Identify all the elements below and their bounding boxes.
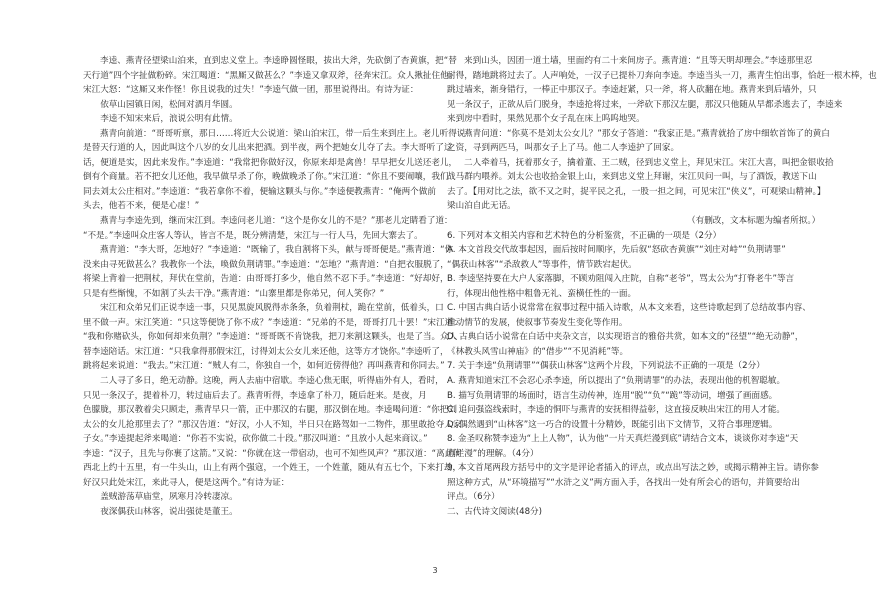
text-line: “偶获山林客”“杀敌救人”等事件，情节跌宕起伏。 xyxy=(447,259,637,270)
left-column-text xyxy=(83,54,466,520)
text-line: 二人牵着马，抚着那女子，擒着董、王二贼，径到忠义堂上，拜见宋江。宋江大喜，叫把金银收拾 xyxy=(464,157,834,168)
text-line: 9. 本文首尾两段方括号中的文字是评论者插入的评点，或点出写法之妙，或揭示精神主旨。请你参 xyxy=(447,463,819,474)
text-line: 8. 金圣叹称赞李逵为“上上人物”，认为他“一片天真烂漫到底”请结合文本，谈谈你对李逵“天 xyxy=(447,434,799,445)
text-line: 跳将起来说道：“我去。”宋江道：“贼人有二，你独自一个，如何近傍得他？再叫燕青和你同去。” xyxy=(83,361,445,372)
text-line: A. 本文首段交代故事起因，面后按时间顺序，先后叙“怒砍杏黄旗”“刘庄对峙”“负荆请罪” xyxy=(447,245,786,256)
text-line: 跳过墙来，渐身错行，一棒正中那汉子。李逵赶紧，只一斧，将人砍翻在地。燕青来到后墙外，只 xyxy=(447,85,817,96)
text-line: （有删改，文本标题为编者所拟。） xyxy=(687,216,821,227)
text-line: 7. 关于李逵“负荆请罪”“偶获山林客”这两个片段，下列说法不正确的一项是（2分） xyxy=(447,361,765,372)
text-line: 评点。（6分） xyxy=(447,492,500,503)
text-line: 李逵：“汉子，且先与你裹了这箭。”又说：“你就在这一带宿动，也可不知些风声？”那汉道：“离此间 xyxy=(83,448,462,459)
text-line: 来到山头，因团一道土墙，里面约有二十来间房子。燕青道：“且等天明却理会。”李逵那里忍 xyxy=(464,56,813,66)
text-line: 李逵不知宋来后，浪说公明有此情。 xyxy=(83,114,238,125)
text-line: 见一条汉子，正欲从后门脱身，李逵抢将过来，一斧砍下那汉左腿，那汉只他随从早都杀逃去了，李逵来 xyxy=(447,99,843,110)
text-line: 替李逵陪话。宋江道：“只我拿得那假宋江，讨得刘太公女儿来还他，这等方才饶你。”李逵听了， xyxy=(83,346,449,357)
text-line: 依草山园镇日闲，松间对酒月华圆。 xyxy=(83,99,238,110)
text-line: C. 追问强盗线索时，李逵的恫吓与燕青的安抚相得益彰，这直接反映出宋江的用人才能。 xyxy=(447,405,786,416)
text-line: 色朦胧，那汉教着尖只顾走，燕青早只一箭，正中那汉的右腿，那汉倒在地。李逵喝问道：“你把刘 xyxy=(83,405,457,416)
text-line: 李逵、燕青径望梁山泊来，直到忠义堂上。李逵睁圆怪眼，拔出大斧，先砍倒了杏黄旗，把“替 xyxy=(100,56,457,66)
text-line: 西北上约十五里，有一牛头山，山上有两个强寇，一个姓王，一个姓董，随从有五七个，下来打劫， xyxy=(83,463,462,474)
text-line: 战马群内喂养。刘太公也收拾金银上山，来到忠义堂上拜谢，宋江贝问一叫，与了酒饭，教送下山 xyxy=(447,172,817,183)
text-line: 将梁上背着一把荆杖，拜伏在堂前，告道：由哥哥打多少，他自然不忍下手。”李逵道：“好却好， xyxy=(83,274,449,285)
text-line: “不是。”李逵叫众庄客人等认，皆言不是，既分辨清楚，宋江与一行人马，先回大寨去了。 xyxy=(83,230,423,241)
text-line: B. 李逵坚持要在大户人家落脚，不顾劝阻闯入庄院，自称“老爷”，骂太公为“打脊老牛”等言 xyxy=(447,274,795,285)
text-line: 燕青道：“李大哥，怎地好？”李逵道：“既输了，我自割将下头，献与哥哥便是。”燕青道：“你 xyxy=(100,245,454,256)
text-line: D. 偶然遇到“山林客”这一巧合的设置十分精妙，既能引出下文情节，又符合事理逻辑。 xyxy=(447,419,778,430)
text-line: 好汉只此处宋江，来此寻人，便是这两个。”有诗为证： xyxy=(83,477,290,488)
right-column-text xyxy=(447,54,877,520)
text-line: 来到房中看时，果然见那个女子乱在床上呜呜地哭。 xyxy=(447,114,645,125)
text-line: 盖贼游荡草庙堂，夙寒月冷转凄凉。 xyxy=(83,492,238,503)
text-line: 梁山泊自此无话。 xyxy=(447,201,516,212)
text-line: 话，便道是实，因此来发作。”李逵道：“我常把你做好汉，你原来却是禽兽！早早把女儿送还老儿， xyxy=(83,157,458,168)
text-line: 耐得，踏地跳将过去了。人声响处，一汉子已提朴刀奔向李逵。李逵当头一刀，燕青生怕出事，恰赶一根木棒，也 xyxy=(447,70,877,81)
text-line: 燕青问道：“你莫不是刘太公女儿？”那女子答道：“我家正是。”燕青就拾了房中细软首饰了的黄白 xyxy=(464,128,830,139)
text-line: 之资，寻到两匹马，叫那女子上了马。他二人李逵护了回家。 xyxy=(447,143,680,154)
text-line: 没来由寻死做甚么？我教你一个法，唤做负荆请罪。”李逵道：“怎地？”燕青道：“自把衣服脱了， xyxy=(83,259,449,270)
text-line: 二人寻了多日，绝无动静。这晚，两人去庙中宿歇。李逵心焦无眠，听得庙外有人，看时， xyxy=(100,376,444,387)
text-line: 宋江大怒：“这厮又来作怪！你且说我的过失！”李逵气做一团，那里说得出。有诗为证： xyxy=(83,85,419,96)
text-line: 只是有些惭愧，不如割了头去干净。”燕青道：“山寨里都是你弟兄，何人笑你？” xyxy=(83,288,385,299)
text-line: “我和你赌砍头，你如何却来负荆？”李逵道：“哥哥既不肯饶我，把刀来割这颗头，也是了当。众人 xyxy=(83,332,458,343)
text-line: B. 描写负荆请罪的场面时，语言生动传神，连用“脱”“负”“跪”等动词，增强了画面感。 xyxy=(447,390,778,401)
text-line: 宋江和众弟兄们正说李逵一事，只见黑旋风脱得赤条条，负着荆杖，跪在堂前，低着头，口 xyxy=(100,303,444,314)
text-line: 二、古代诗文阅读(48分) xyxy=(447,506,542,517)
text-line: 燕青向前道：“哥哥听禀，那日……将近大公说道：梁山泊宋江，带一后生来到庄上。老儿听得说 xyxy=(100,128,466,139)
text-line: 太公的女儿抢那里去了？”那汉告道：“好汉，小人不知，半日只在路驾如一二物件，那里敢抢夺人家 xyxy=(83,419,462,430)
text-line: 行，体现出他性格中粗鲁无礼、蛮横任性的一面。 xyxy=(447,288,637,299)
text-line: A. 燕青知道宋江不会忍心杀李逵，所以提出了“负荆请罪”的办法，表现出他的机智聪敏。 xyxy=(447,376,786,387)
text-line: 同去刘太公庄相对。”李逵道：“我若拿你不着，便输这颗头与你。”李逵便教燕青：“俺两个做前 xyxy=(83,186,436,197)
text-line: 照这种方式，从“环境描写”“水浒之义”两方面入手，各找出一处有所会心的语句，并简要给出 xyxy=(447,477,800,488)
text-line: 是替天行道的人，因此叫这个八岁的女儿出来把酒。到半夜，两个把她女儿夺了去。李大哥听了这 xyxy=(83,143,453,154)
text-line: 里不做一声。宋江笑道：“只这等便饶了你不成？”李逵道：“兄弟的不是，哥哥打几十罢！”宋江道： xyxy=(83,317,462,328)
text-line: 夜深偶获山林客，说出强徒是董王。 xyxy=(83,506,238,517)
text-line: 真烂漫”的理解。（4分） xyxy=(447,448,539,459)
text-line: 推动情节的发展，使叙事节奏发生变化等作用。 xyxy=(447,317,628,328)
text-line: 天行道”四个字扯做粉碎。宋江喝道：“黑厮又做甚么？”李逵又拿双斧，径奔宋江。众人揪扯住他。 xyxy=(83,70,458,81)
text-line: 燕青与李逵先到，继而宋江到。李逵问老儿道：“这个是你女儿的不是？”那老儿定睛看了道： xyxy=(100,216,453,227)
text-line: 6. 下列对本文相关内容和艺术特色的分析鉴赏，不正确的一项是（2分） xyxy=(447,230,722,241)
text-line: 头去，他若不来，便是心虚！” xyxy=(83,201,200,212)
page-number: 3 xyxy=(432,566,438,575)
text-line: 倒有个商量。若不把女儿还他，我早做早杀了你，晚做晚杀了你。”宋江道：“你且不要闹嚷，我们 xyxy=(83,172,449,183)
text-line: 只见一条汉子，提着朴刀，转过庙后去了。燕青听得，李逵拿了朴刀，随后赶来。是夜，月 xyxy=(83,390,427,401)
text-line: 子女。”李逵提起斧来喝道：“你若不实说，砍你做二十段。”那汉叫道：“且放小人起来商议。” xyxy=(83,434,428,445)
text-line: 去了。【用对比之法，欲不又之时，捉平民之孔，一股一担之间，可见宋江“侠义”，可观梁山精神。】 xyxy=(447,186,826,197)
text-line: D. 古典白话小说常在白话中夹杂文言，以实现语言的雅俗共赏，如本文的“径望”“绝无动静”， xyxy=(447,332,804,343)
text-line: C. 中国古典白话小说常常在叙事过程中插入诗歌，从本文来看，这些诗歌起到了总结故事内容、 xyxy=(447,303,811,314)
text-line: 《林教头风雪山神庙》的“借步”“不见消耗”等。 xyxy=(447,346,629,357)
